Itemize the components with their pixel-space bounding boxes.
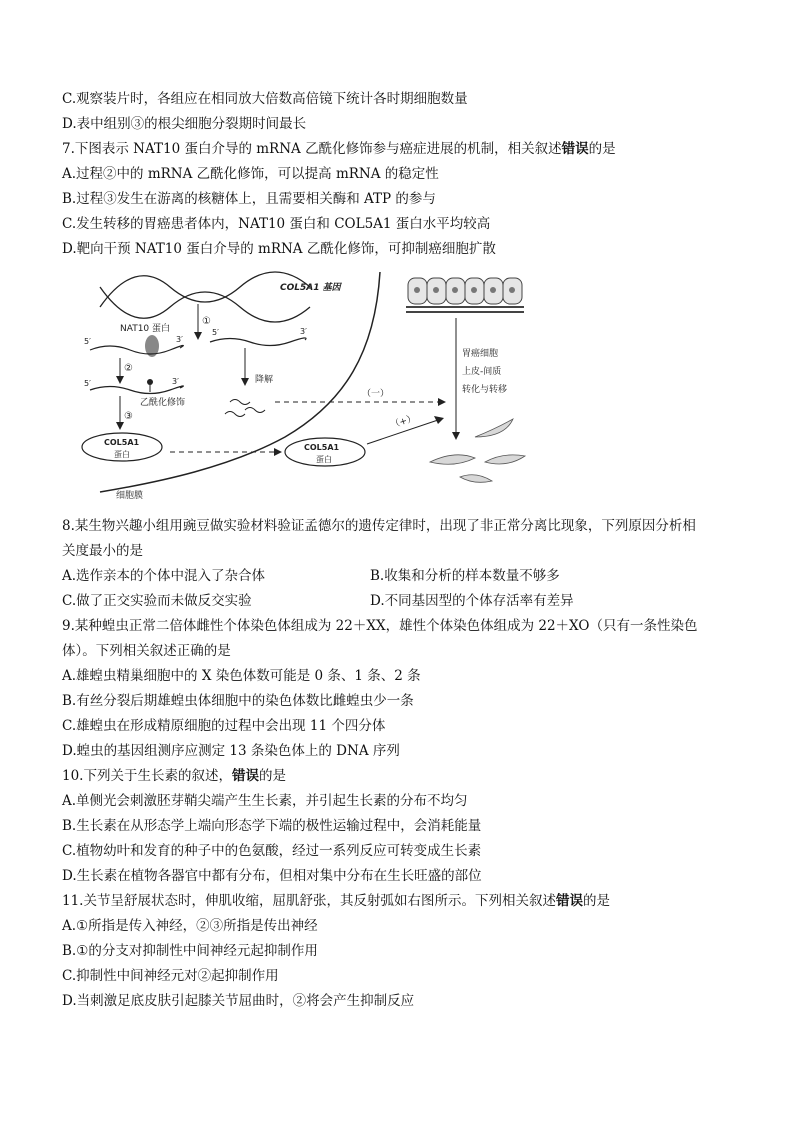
q7-option-d: D.靶向干预 NAT10 蛋白介导的 mRNA 乙酰化修饰，可抑制癌细胞扩散 — [62, 241, 496, 257]
emt-label-3: 转化与转移 — [462, 385, 508, 395]
inhibit-label: （一） — [362, 389, 390, 399]
protein-label-2: 蛋白 — [316, 455, 332, 464]
acetyl-group — [147, 379, 153, 385]
mrna-fragments — [225, 400, 265, 417]
q10-option-a: A.单侧光会刺激胚芽鞘尖端产生生长素，并引起生长素的分布不均匀 — [62, 793, 468, 809]
q10-option-b: B.生长素在从形态学上端向形态学下端的极性运输过程中，会消耗能量 — [62, 818, 482, 834]
nat10-mechanism-figure — [80, 262, 720, 507]
question-8-stem: 8.某生物兴趣小组用豌豆做实验材料验证孟德尔的遗传定律时，出现了非正常分离比现象，下列原因分析相 — [62, 518, 696, 534]
q8-option-a: A.选作亲本的个体中混入了杂合体 — [62, 568, 266, 584]
question-9-stem: 9.某种蝗虫正常二倍体雌性个体染色体组成为 22＋XX，雄性个体染色体组成为 22＋XO（只有一条性染色 — [62, 618, 698, 634]
q11-option-d: D.当刺激足底皮肤引起膝关节屈曲时，②将会产生抑制反应 — [62, 993, 415, 1009]
step1-label: ① — [202, 316, 211, 327]
question-10-stem: 10.下列关于生长素的叙述，错误的是 — [62, 768, 286, 784]
option-c-q6: C.观察装片时，各组应在相同放大倍数高倍镜下统计各时期细胞数量 — [62, 91, 468, 107]
nat10-label: NAT10 蛋白 — [120, 324, 171, 334]
q7-option-c: C.发生转移的胃癌患者体内，NAT10 蛋白和 COL5A1 蛋白水平均较高 — [62, 216, 491, 232]
dna-strand-1 — [100, 272, 310, 307]
option-d-q6: D.表中组别③的根尖细胞分裂期时间最长 — [62, 116, 307, 132]
question-8-stem-2: 关度最小的是 — [62, 543, 143, 559]
mrna-right — [210, 338, 306, 346]
q9-option-c: C.雄蝗虫在形成精原细胞的过程中会出现 11 个四分体 — [62, 718, 386, 734]
gene-label: COL5A1 基因 — [280, 283, 341, 293]
mrna-left — [90, 345, 183, 354]
mrna-acetylated — [90, 386, 183, 394]
three-prime-3: 3′ — [172, 377, 179, 386]
q9-option-a: A.雄蝗虫精巢细胞中的 X 染色体数可能是 0 条、1 条、2 条 — [62, 668, 421, 684]
col5a1-label-2: COL5A1 — [304, 443, 340, 452]
q8-option-c: C.做了正交实验而未做反交实验 — [62, 593, 252, 609]
question-9-stem-2: 体）。下列相关叙述正确的是 — [62, 643, 231, 659]
promote-label: （+） — [389, 413, 418, 431]
q9-option-d: D.蝗虫的基因组测序应测定 13 条染色体上的 DNA 序列 — [62, 743, 400, 759]
q9-option-b: B.有丝分裂后期雄蝗虫体细胞中的染色体数比雌蝗虫少一条 — [62, 693, 414, 709]
q7-option-b: B.过程③发生在游离的核糖体上，且需要相关酶和 ATP 的参与 — [62, 191, 436, 207]
three-prime-1: 3′ — [176, 335, 183, 344]
protein-label-1: 蛋白 — [114, 450, 130, 459]
step3-label: ③ — [124, 411, 133, 422]
q11-option-a: A.①所指是传入神经，②③所指是传出神经 — [62, 918, 318, 934]
q8-option-b: B.收集和分析的样本数量不够多 — [370, 568, 560, 584]
q11-option-b: B.①的分支对抑制性中间神经元起抑制作用 — [62, 943, 318, 959]
five-prime-2: 5′ — [212, 328, 219, 337]
step2-label: ② — [124, 363, 133, 374]
three-prime-2: 3′ — [300, 327, 307, 336]
question-11-stem: 11.关节呈舒展状态时，伸肌收缩，屈肌舒张，其反射弧如右图所示。下列相关叙述错误的是 — [62, 893, 610, 909]
col5a1-label-1: COL5A1 — [104, 438, 140, 447]
q11-option-c: C.抑制性中间神经元对②起抑制作用 — [62, 968, 279, 984]
question-7-stem: 7.下图表示 NAT10 蛋白介导的 mRNA 乙酰化修饰参与癌症进展的机制，相关叙述错误的是 — [62, 141, 616, 157]
q7-option-a: A.过程②中的 mRNA 乙酰化修饰，可以提高 mRNA 的稳定性 — [62, 166, 439, 182]
epithelial-cells — [408, 278, 522, 304]
five-prime-1: 5′ — [84, 337, 91, 346]
emt-label-2: 上皮-间质 — [462, 367, 502, 377]
q10-option-d: D.生长素在植物各器官中都有分布，但相对集中分布在生长旺盛的部位 — [62, 868, 482, 884]
membrane-label: 细胞膜 — [116, 491, 144, 501]
degrade-label: 降解 — [255, 375, 274, 385]
emt-label-1: 胃癌细胞 — [462, 349, 499, 359]
five-prime-3: 5′ — [84, 379, 91, 388]
acetyl-label: 乙酰化修饰 — [140, 398, 186, 408]
mesenchymal-cells — [430, 419, 525, 482]
q8-option-d: D.不同基因型的个体存活率有差异 — [370, 593, 574, 609]
q10-option-c: C.植物幼叶和发育的种子中的色氨酸，经过一系列反应可转变成生长素 — [62, 843, 482, 859]
